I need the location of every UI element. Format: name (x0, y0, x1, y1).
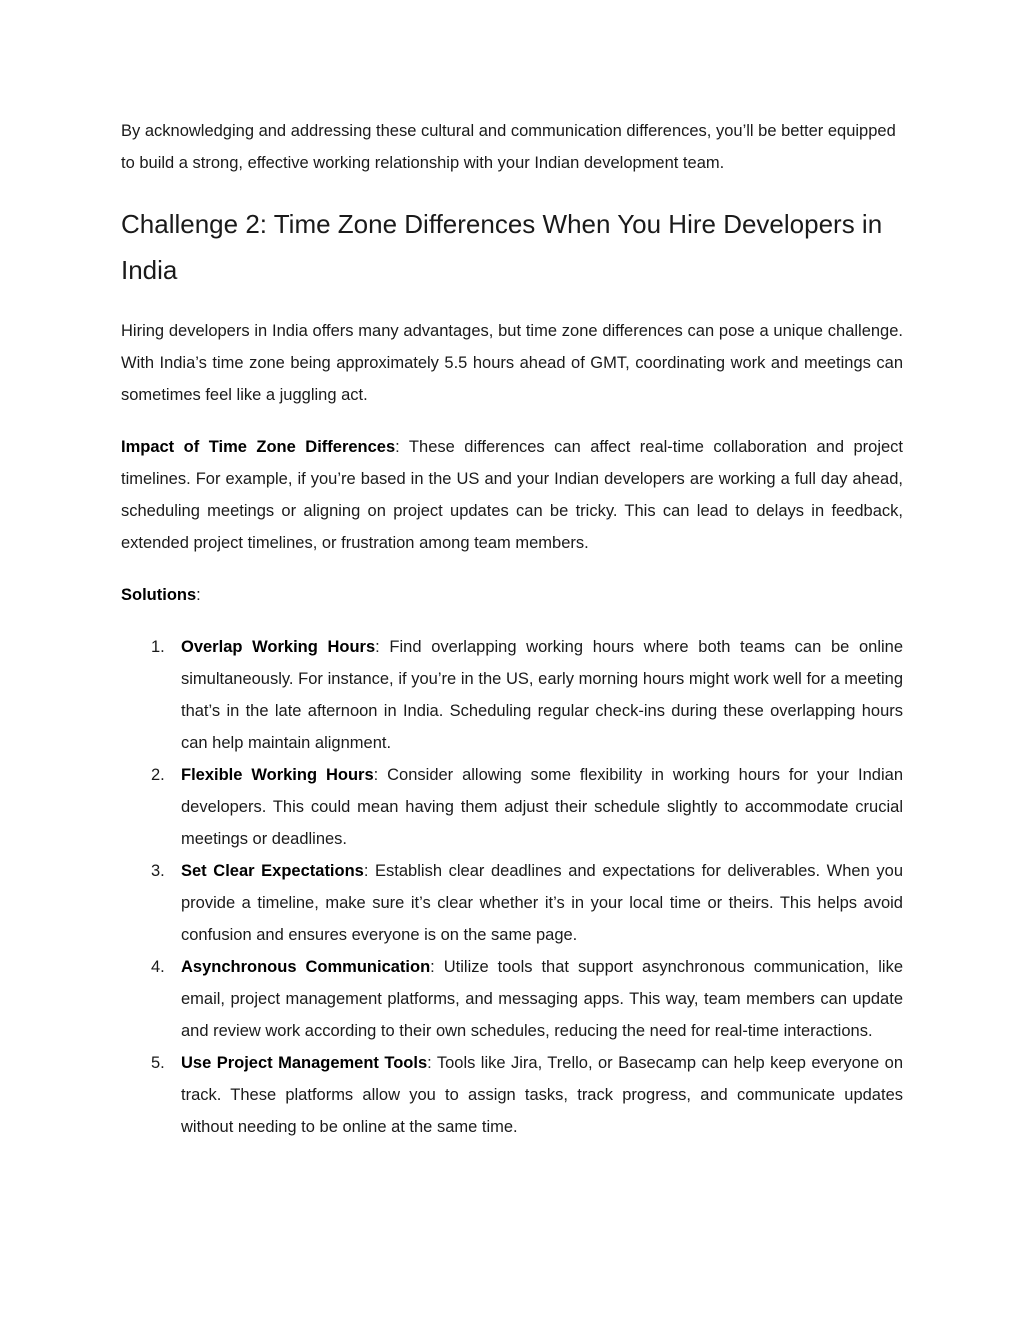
list-item (121, 855, 903, 951)
section-heading: Challenge 2: Time Zone Differences When You Hire Developers in India (121, 209, 883, 285)
solutions-label: Solutions (121, 586, 197, 604)
solutions-heading (121, 579, 903, 611)
list-item-text: : Consider allowing some flexibility in working hours for your Indian developers. This could mean having them adjust their schedule slightly to accommodate crucial meetings or deadlines. (181, 766, 903, 848)
list-item-text: : Utilize tools that support asynchronous communication, like email, project management platforms, and messaging apps. This way, team members can update and review work according to their own schedules, reducing the need for real-time interactions. (181, 958, 903, 1040)
hiring-paragraph: Hiring developers in India offers many advantages, but time zone differences can pose a unique challenge. With India’s time zone being approximately 5.5 hours ahead of GMT, coordinating work and meetings can sometimes feel like a juggling act. (121, 322, 903, 404)
list-item-title: Overlap Working Hours (181, 638, 376, 656)
list-item (121, 759, 903, 855)
list-item-text: : Establish clear deadlines and expectations for deliverables. When you provide a timeline, make sure it’s clear whether it’s in your local time or theirs. This helps avoid confusion and ensures everyone is on the same page. (181, 862, 903, 944)
list-item (121, 631, 903, 759)
list-item-text: : Tools like Jira, Trello, or Basecamp can help keep everyone on track. These platforms allow you to assign tasks, track progress, and communicate updates without needing to be online at the same time. (181, 1054, 903, 1136)
list-item-text: : Find overlapping working hours where both teams can be online simultaneously. For instance, if you’re in the US, early morning hours might work well for a meeting that’s in the late afternoon in India. Scheduling regular check-ins during these overlapping hours can help maintain alignment. (181, 638, 904, 752)
list-item-title: Asynchronous Communication (181, 958, 431, 976)
impact-text: : These differences can affect real-time collaboration and project timelines. For example, if you’re based in the US and your Indian developers are working a full day ahead, scheduling meetings or aligning on project updates can be tricky. This can lead to delays in feedback, extended project timelines, or frustration among team members. (121, 438, 904, 552)
list-item-number: 5. (151, 1054, 165, 1072)
list-item (121, 1047, 903, 1143)
list-item-title: Flexible Working Hours (181, 766, 374, 784)
solutions-suffix: : (196, 586, 201, 604)
intro-paragraph: By acknowledging and addressing these cultural and communication differences, you’ll be better equipped to build a strong, effective working relationship with your Indian development team. (121, 122, 896, 172)
list-item-number: 2. (151, 766, 165, 784)
document-page (121, 115, 903, 1143)
solutions-list (121, 631, 903, 1143)
list-item-title: Use Project Management Tools (181, 1054, 428, 1072)
list-item-number: 3. (151, 862, 165, 880)
list-item (121, 951, 903, 1047)
list-item-title: Set Clear Expectations (181, 862, 364, 880)
impact-label: Impact of Time Zone Differences (121, 438, 396, 456)
impact-paragraph (121, 431, 903, 559)
list-item-number: 1. (151, 638, 165, 656)
list-item-number: 4. (151, 958, 165, 976)
